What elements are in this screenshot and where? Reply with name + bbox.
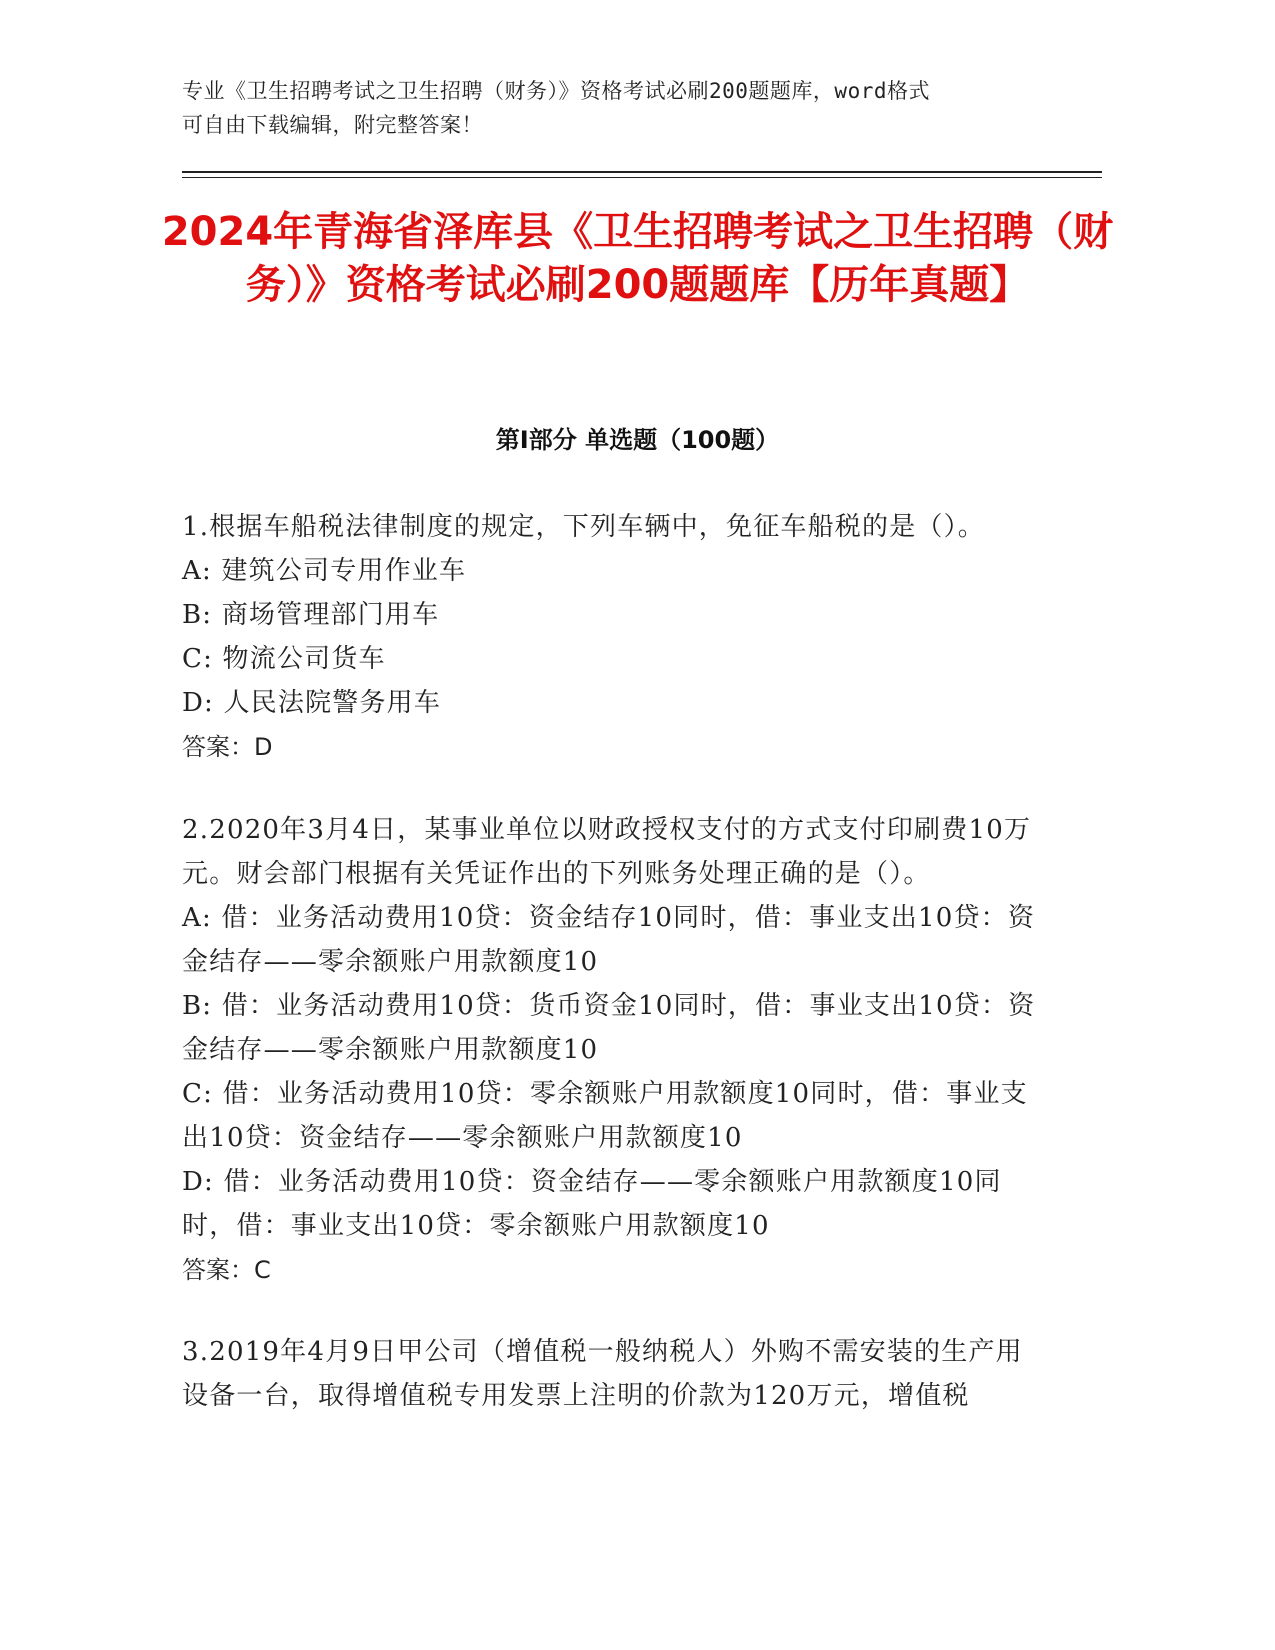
question-3	[182, 1330, 1042, 1418]
option-b: B: 商场管理部门用车	[182, 600, 440, 630]
option-a: A: 建筑公司专用作业车	[182, 556, 467, 586]
question-1	[182, 505, 1042, 769]
option-d: D: 人民法院警务用车	[182, 688, 442, 718]
option-a: A: 借：业务活动费用10贷：资金结存10同时，借：事业支出10贷：资金结存——零余额账户用款额度10	[182, 903, 1036, 977]
answer: 答案：D	[182, 733, 273, 761]
header-rule-thin	[182, 177, 1102, 178]
section-heading: 第Ⅰ部分 单选题（100题）	[495, 426, 780, 454]
question-2	[182, 808, 1042, 1292]
option-b: B: 借：业务活动费用10贷：货币资金10同时，借：事业支出10贷：资金结存——零余额账户用款额度10	[182, 991, 1036, 1065]
answer: 答案：C	[182, 1256, 271, 1284]
option-d: D: 借：业务活动费用10贷：资金结存——零余额账户用款额度10同时，借：事业支出10贷：零余额账户用款额度10	[182, 1167, 1002, 1241]
option-c: C: 借：业务活动费用10贷：零余额账户用款额度10同时，借：事业支出10贷：资金结存——零余额账户用款额度10	[182, 1079, 1028, 1153]
question-stem: 1.根据车船税法律制度的规定，下列车辆中，免征车船税的是（）。	[182, 512, 986, 542]
header-note-line-1: 专业《卫生招聘考试之卫生招聘（财务）》资格考试必刷200题题库，word格式	[182, 79, 930, 103]
header-rule-thick	[182, 171, 1102, 173]
document-title: 2024年青海省泽库县《卫生招聘考试之卫生招聘（财务）》资格考试必刷200题题库【历年真题】	[161, 209, 1114, 308]
header-note	[182, 74, 1042, 142]
option-c: C: 物流公司货车	[182, 644, 386, 674]
question-stem: 2.2020年3月4日，某事业单位以财政授权支付的方式支付印刷费10万元。财会部门根据有关凭证作出的下列账务处理正确的是（）。	[182, 815, 1032, 889]
header-note-line-2: 可自由下载编辑，附完整答案！	[182, 113, 483, 137]
question-stem: 3.2019年4月9日甲公司（增值税一般纳税人）外购不需安装的生产用设备一台，取得增值税专用发票上注明的价款为120万元，增值税	[182, 1337, 1023, 1411]
